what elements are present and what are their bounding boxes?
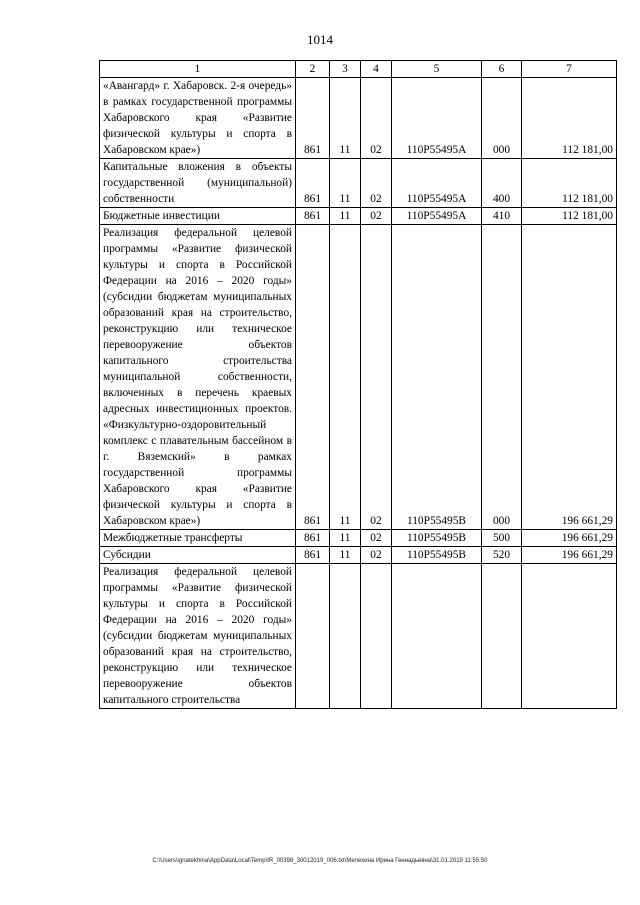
cell-section: 11: [330, 547, 361, 564]
column-header: 3: [330, 61, 361, 78]
budget-table: [99, 60, 617, 709]
file-path-footer: C:\Users\ignatekhina\AppData\Local\Temp\IR_00398_30012019_006.txt\Мелехина Ирина Геннадьевна\31.01.2019 11:55:50: [152, 858, 488, 864]
cell-amount: 112 181,00: [522, 159, 617, 208]
table-row: [100, 159, 617, 208]
cell-amount: 196 661,29: [522, 530, 617, 547]
cell-section: 11: [330, 208, 361, 225]
page-number: 1014: [307, 32, 333, 47]
column-header: 7: [522, 61, 617, 78]
cell-target-article: 110P55495В: [392, 530, 482, 547]
row-name: Реализация федеральной целевой программы «Развитие физической культуры и спорта в Российской Федерации на 2016 – 2020 годы» (субсидии бюджетам муниципальных образований края на строительство, реконструкцию или техническое перевооружение объектов капитального строительства: [100, 564, 296, 709]
row-name: Капитальные вложения в объекты государственной (муниципальной) собственности: [100, 159, 296, 208]
cell-code: 861: [296, 225, 330, 530]
table-header-row: [100, 61, 617, 78]
cell-subsection: 02: [361, 78, 392, 159]
cell-target-article: 110P55495В: [392, 225, 482, 530]
cell-expense-type: 000: [482, 78, 522, 159]
column-header: 1: [100, 61, 296, 78]
cell-expense-type: 400: [482, 159, 522, 208]
cell-expense-type: 520: [482, 547, 522, 564]
cell-subsection: 02: [361, 225, 392, 530]
row-name: Реализация федеральной целевой программы «Развитие физической культуры и спорта в Российской Федерации на 2016 – 2020 годы» (субсидии бюджетам муниципальных образований края на строительство, реконструкцию или техническое перевооружение объектов капитального строительства муниципальной собственности, включенных в перечень краевых адресных инвестиционных проектов. «Физкультурно-оздоровительный комплекс с плавательным бассейном в г. Вяземский» в рамках государственной программы Хабаровского края «Развитие физической культуры и спорта в Хабаровском крае»): [100, 225, 296, 530]
cell-amount: 112 181,00: [522, 78, 617, 159]
cell-target-article: 110P55495А: [392, 78, 482, 159]
cell-subsection: 02: [361, 208, 392, 225]
column-header: 4: [361, 61, 392, 78]
cell-amount: 196 661,29: [522, 547, 617, 564]
cell-section: 11: [330, 159, 361, 208]
cell-target-article: 110P55495А: [392, 208, 482, 225]
cell-code: 861: [296, 159, 330, 208]
row-name: «Авангард» г. Хабаровск. 2-я очередь» в рамках государственной программы Хабаровского края «Развитие физической культуры и спорта в Хабаровском крае»): [100, 78, 296, 159]
row-name: Субсидии: [100, 547, 296, 564]
table-row: [100, 78, 617, 159]
cell-code: 861: [296, 530, 330, 547]
row-name: Межбюджетные трансферты: [100, 530, 296, 547]
table-row: [100, 208, 617, 225]
cell-expense-type: [482, 564, 522, 709]
cell-subsection: 02: [361, 530, 392, 547]
cell-expense-type: 410: [482, 208, 522, 225]
cell-code: [296, 564, 330, 709]
column-header: 2: [296, 61, 330, 78]
column-header: 5: [392, 61, 482, 78]
cell-section: 11: [330, 225, 361, 530]
cell-amount: 196 661,29: [522, 225, 617, 530]
row-name: Бюджетные инвестиции: [100, 208, 296, 225]
column-header: 6: [482, 61, 522, 78]
cell-section: [330, 564, 361, 709]
cell-target-article: [392, 564, 482, 709]
cell-expense-type: 000: [482, 225, 522, 530]
table-row: [100, 564, 617, 709]
cell-code: 861: [296, 208, 330, 225]
cell-subsection: 02: [361, 159, 392, 208]
cell-code: 861: [296, 78, 330, 159]
table-row: [100, 530, 617, 547]
cell-subsection: 02: [361, 547, 392, 564]
table-row: [100, 547, 617, 564]
cell-target-article: 110P55495В: [392, 547, 482, 564]
cell-section: 11: [330, 78, 361, 159]
cell-amount: [522, 564, 617, 709]
cell-section: 11: [330, 530, 361, 547]
cell-target-article: 110P55495А: [392, 159, 482, 208]
cell-subsection: [361, 564, 392, 709]
cell-expense-type: 500: [482, 530, 522, 547]
cell-amount: 112 181,00: [522, 208, 617, 225]
table-row: [100, 225, 617, 530]
cell-code: 861: [296, 547, 330, 564]
